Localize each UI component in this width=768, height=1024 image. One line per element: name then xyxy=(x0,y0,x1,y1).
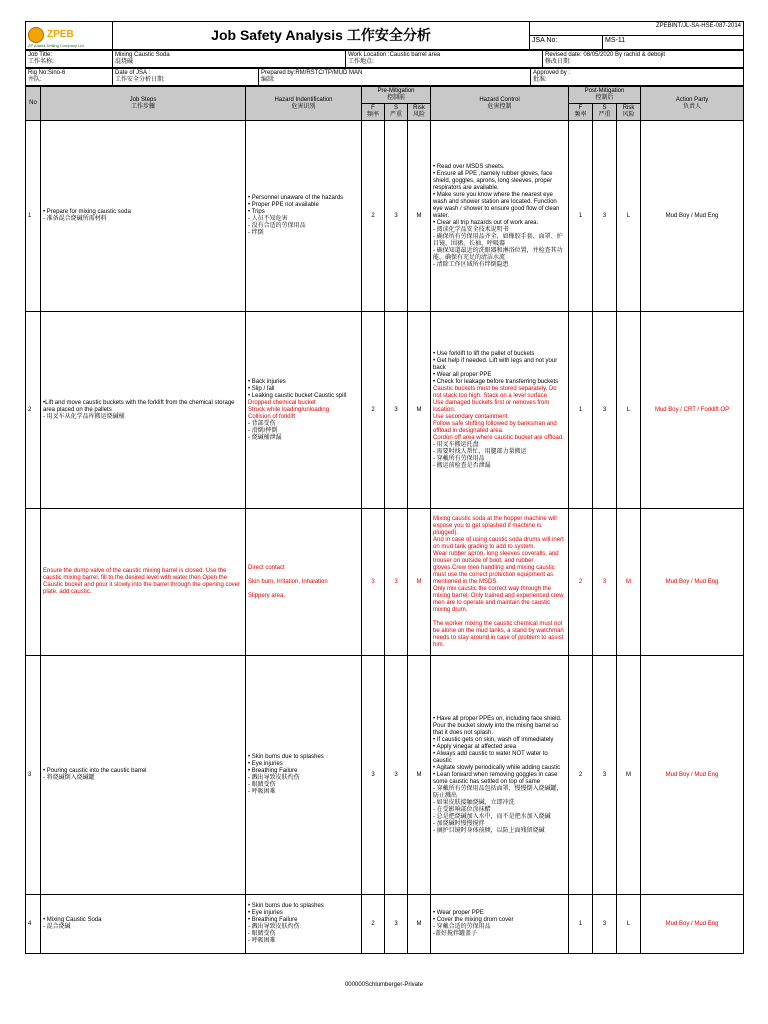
col-post-mitigation: Post-Mitigation 控制后 xyxy=(569,87,641,104)
row-no: 1 xyxy=(26,121,41,312)
post-f: 2 xyxy=(569,509,593,656)
footer-label: 000000Schlumberger-Private xyxy=(344,982,424,988)
post-risk: M xyxy=(617,656,641,895)
action-party: Mud Boy / CRT / Forklift OP xyxy=(641,312,744,509)
col-pre-risk: Risk 风险 xyxy=(408,104,431,121)
approved-by: Approved by : 批准: xyxy=(531,69,744,86)
post-f: 1 xyxy=(569,312,593,509)
hazard-list: • Skin burns due to splashes • Eye injuries • Breathing Failure - 溅出导致皮肤灼伤 - 眼睛受伤 - 呼吸困难 xyxy=(246,895,362,954)
page-title: Job Safety Analysis 工作安全分析 xyxy=(113,22,530,50)
job-title-label: Job Title: 工作名称: xyxy=(26,51,113,68)
pre-s: 3 xyxy=(385,121,408,312)
col-job-steps: Job Steps 工作步骤 xyxy=(41,87,246,121)
job-step: • Mixing Caustic Soda - 混合烧碱 xyxy=(41,895,246,954)
table-row xyxy=(26,312,744,509)
date-of-jsa: Date of JSA : 工作安全分析日期: xyxy=(113,69,259,86)
pre-risk: M xyxy=(408,121,431,312)
hazard-control xyxy=(431,312,569,509)
hazard-text-red: Dropped chemical bucket Struck while loading/unloading Collision of forklift xyxy=(248,399,330,420)
pre-s: 3 xyxy=(385,895,408,954)
pre-f: 3 xyxy=(362,656,385,895)
row-no: 4 xyxy=(26,895,41,954)
table-row xyxy=(26,509,744,656)
logo-name: ZPEB xyxy=(47,29,74,40)
hazard-list: • Personnel unaware of the hazards • Proper PPE not available • Trips - 人员不知危害 - 没有合适的劳保用品 - 绊倒 xyxy=(246,121,362,312)
info-table-2 xyxy=(25,68,744,86)
header-table xyxy=(25,21,744,50)
doc-number: ZPEBINT/JL-SA-HSE-087-2014 xyxy=(530,22,744,36)
rig-no: Rig No:Sino-6 井队: xyxy=(26,69,113,86)
col-no: No xyxy=(26,87,41,121)
hazard-control: • Read over MSDS sheets. • Ensure all PPE ,namely rubber gloves, face shield, goggles, aprons, long sleeves, proper respirators are available. • Make sure you know where the nearest eye wash and shower station are located. Function eye wash / shower to ensure good flow of clean water. • Clear all trip hazards out of work area. - 阅读化学品安全技术说明书 - 确保所有劳保用品齐全，如橡胶手套、面罩、护目镜、围裙、长袖、呼吸器 - 确保知道最近的洗眼器和淋浴位置，并检查其功能，确保有充足的清洁水流 - 清除工作区域所有绊倒隐患 xyxy=(431,121,569,312)
jsa-table xyxy=(25,86,744,954)
hazard-control: • Wear proper PPE • Cover the mixing drum cover - 穿戴合适的劳保用品 -盖好搅拌罐盖子 xyxy=(431,895,569,954)
col-hazard-control: Hazard Control 危害控制 xyxy=(431,87,569,121)
info-table xyxy=(25,50,744,68)
action-party: Mud Boy / Mud Eng xyxy=(641,121,744,312)
table-row xyxy=(26,895,744,954)
hazard-list: Direct contact Skin burn, Irritation, Inhalation Slippery area. xyxy=(246,509,362,656)
col-pre-mitigation: Pre-Mitigation 控制前 xyxy=(362,87,431,104)
col-action-party: Action Party 负责人 xyxy=(641,87,744,121)
action-party: Mud Boy / Mud Eng xyxy=(641,656,744,895)
table-row xyxy=(26,656,744,895)
hazard-list xyxy=(246,312,362,509)
job-title-value: Mixing Caustic Soda 混烧碱 xyxy=(113,51,346,68)
col-hazard-identification: Hazard Indentification 危害识别 xyxy=(246,87,362,121)
logo-subtitle: ZP Arabia Drilling Company Ltd. xyxy=(28,43,85,48)
post-f: 2 xyxy=(569,656,593,895)
job-step: •Lift and move caustic buckets with the forklift from the chemical storage area placed on the pallets - 用叉车从化学品库搬运烧碱桶 xyxy=(41,312,246,509)
post-s: 3 xyxy=(593,312,617,509)
pre-s: 3 xyxy=(385,312,408,509)
jsa-no-value: MS-11 xyxy=(603,36,744,50)
post-f: 1 xyxy=(569,121,593,312)
pre-risk: M xyxy=(408,509,431,656)
logo-icon xyxy=(28,27,44,43)
post-risk: L xyxy=(617,312,641,509)
hazard-control: Mixing caustic soda at the hopper machine will expose you to get splashed if machine is plugged). And in case of using caustic soda drums will inert on mud tank grading to add to system. Wear rubber apron, long sleeves coveralls, and trouser on outside of boot, and rubber gloves.Crew men handling and mixing caustic must use the correct protection equipment as mentioned in the MSDS. Only mix caustic the correct way through the mixing barrel. Only trained and experienced crew men are to operate and maintain the caustic mixing drum. The worker mixing the caustic chemical must not be alone on the mud tanks, a stand by watchman needs to stay around in case of problem to assist him. xyxy=(431,509,569,656)
pre-s: 3 xyxy=(385,509,408,656)
hazard-list: • Skin burns due to splashes • Eye injuries • Breathing Failure - 溅出导致皮肤灼伤 - 眼睛受伤 - 呼吸困难 xyxy=(246,656,362,895)
control-text-cn: - 用叉车搬运托盘 - 需要时找人帮忙，用腿部力量搬运 - 穿戴所有劳保用品 - 搬运前检查是否泄漏 xyxy=(433,441,527,469)
hazard-control: • Have all proper PPEs on, including face shield. Pour the bucket slowly into the mixing barrel so that it does not splash. • If caustic gets on skin, wash off immediately • Apply vinegar at affected area • Always add caustic to water NOT water to caustic • Agitate slowly periodically while adding caustic • Lean forward when removing goggles in case some caustic has settled on top of same - 穿戴所有劳保用品包括面罩，慢慢倒入烧碱罐，防止溅出 - 如果皮肤接触烧碱，立即冲洗 - 在受影响部位涂抹醋 - 总是把烧碱加入水中，而不是把水加入烧碱 - 加烧碱时慢慢搅拌 - 摘护目镜时身体前倾，以防上面残留烧碱 xyxy=(431,656,569,895)
post-s: 3 xyxy=(593,121,617,312)
job-step: • Prepare for mixing caustic soda - 准备混合烧碱所需材料 xyxy=(41,121,246,312)
col-pre-f: F 频率 xyxy=(362,104,385,121)
post-risk: M xyxy=(617,509,641,656)
post-risk: L xyxy=(617,121,641,312)
pre-risk: M xyxy=(408,312,431,509)
col-pre-s: S 严重 xyxy=(385,104,408,121)
col-post-f: F 频率 xyxy=(569,104,593,121)
pre-f: 3 xyxy=(362,509,385,656)
job-step: • Pouring caustic into the caustic barrel - 将烧碱倒入烧碱罐 xyxy=(41,656,246,895)
post-s: 3 xyxy=(593,509,617,656)
col-post-s: S 严重 xyxy=(593,104,617,121)
action-party: Mud Boy / Mud Eng xyxy=(641,509,744,656)
hazard-text: • Back injuries • Slip / fall • Leaking caustic bucket Caustic spill xyxy=(248,378,347,399)
work-location: Work Location :Caustic barrel area 工作地点: xyxy=(346,51,543,68)
action-party: Mud Boy / Mud Eng xyxy=(641,895,744,954)
revised-date: Revised date: 08/05/2020 By rachid & debojit 修改日期: xyxy=(543,51,744,68)
pre-risk: M xyxy=(408,895,431,954)
jsa-no-label: JSA No: xyxy=(530,36,603,50)
table-row xyxy=(26,121,744,312)
jsa-sheet xyxy=(25,21,743,954)
job-step: Ensure the dump valve of the caustic mixing barrel is closed. Use the caustic mixing barrel, fill to the desired level with water then Open the Caustic bucket and pour it slowly into the barrel through the opening cover plate. add caustic. xyxy=(41,509,246,656)
hazard-text-cn: - 背部受伤 - 滑倒/摔倒 - 烧碱桶泄漏 xyxy=(248,420,282,441)
logo xyxy=(26,22,113,50)
pre-f: 2 xyxy=(362,312,385,509)
control-text: • Use forklift to lift the pallet of buckets • Get help if needed. Lift with legs and not your back • Wear all proper PPE • Check for leakage before transferring buckets xyxy=(433,350,559,385)
post-risk: L xyxy=(617,895,641,954)
pre-risk: M xyxy=(408,656,431,895)
control-text-red: Caustic buckets must be stored separately. Do not stack too high. Stack on a level surface Use damaged buckets first or removes from location. Use secondary containment. Follow safe shifting followed by banksman and offload in designated area. Cordon off area where caustic bucket are offload. xyxy=(433,385,564,441)
col-post-risk: Risk 风险 xyxy=(617,104,641,121)
post-s: 3 xyxy=(593,895,617,954)
prepared-by: Prepared by:RM/RSTC/TP/MUD MAN 编制: xyxy=(259,69,531,86)
post-f: 1 xyxy=(569,895,593,954)
pre-f: 2 xyxy=(362,895,385,954)
pre-s: 3 xyxy=(385,656,408,895)
row-no xyxy=(26,509,41,656)
row-no: 2 xyxy=(26,312,41,509)
row-no: 3 xyxy=(26,656,41,895)
pre-f: 2 xyxy=(362,121,385,312)
post-s: 3 xyxy=(593,656,617,895)
